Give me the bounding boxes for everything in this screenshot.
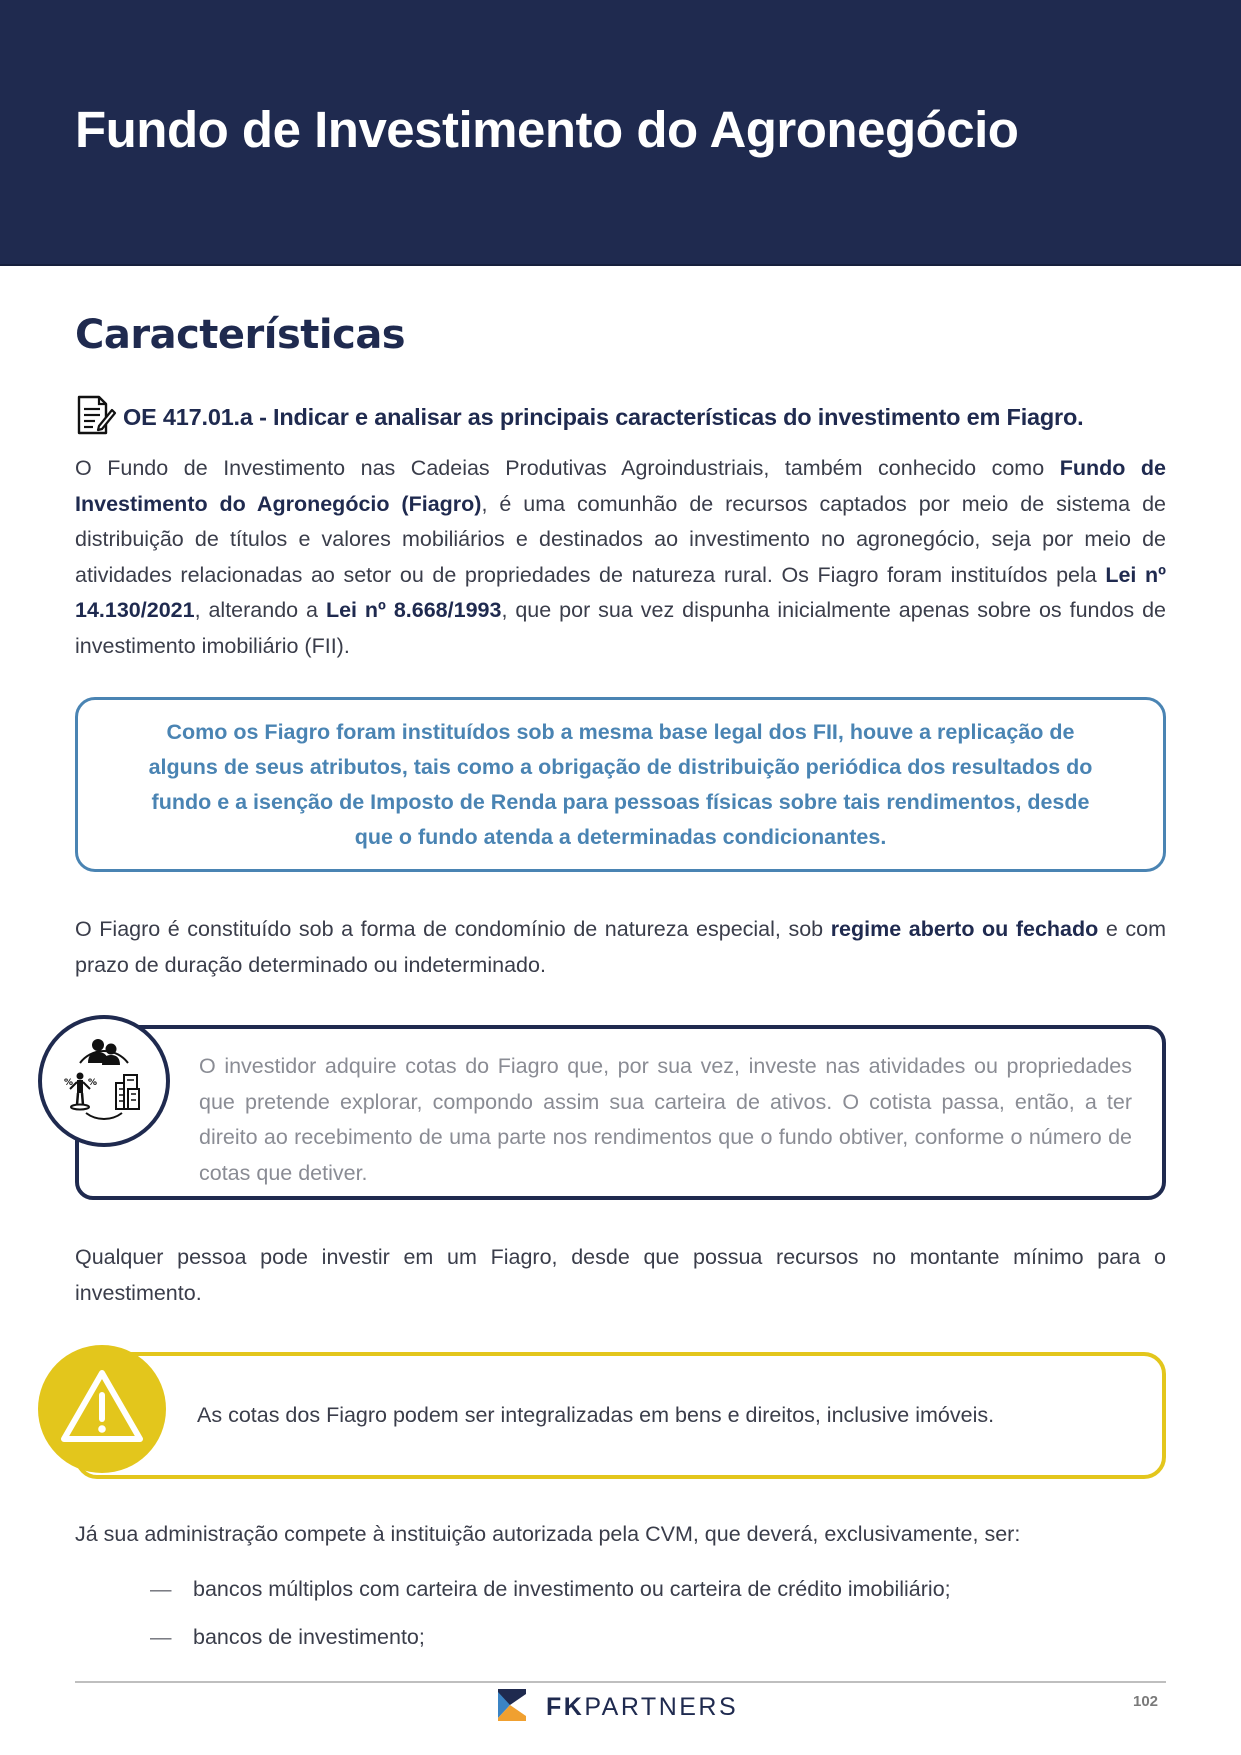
investors-buildings-cycle-icon — [58, 1033, 150, 1130]
fiagro-term: Fundo de Investimento do Agronegócio (Fiagro) — [75, 456, 1166, 516]
regime-term: regime aberto ou fechado — [830, 917, 1099, 941]
warning-icon — [58, 1367, 146, 1452]
learning-objective — [75, 394, 1084, 441]
warning-callout — [75, 1352, 1166, 1479]
warning-text: As cotas dos Fiagro podem ser integralizadas em bens e direitos, inclusive imóveis. — [197, 1403, 995, 1427]
dash-bullet: — — [150, 1625, 172, 1649]
investor-callout — [75, 1025, 1166, 1200]
list-item — [150, 1565, 951, 1613]
law-14130: Lei nº 14.130/2021 — [75, 562, 1167, 622]
administrator-list — [150, 1565, 951, 1661]
investor-text: O investidor adquire cotas do Fiagro que, por sua vez, investe nas atividades ou propriedades que pretende explorar, compondo assim sua carteira de ativos. O cotista passa, então, a ter direito ao recebimento de uma parte nos rendimentos que o fundo obtiver, conforme o número de cotas que detiver. — [199, 1054, 1132, 1185]
page-title: Fundo de Investimento do Agronegócio — [75, 101, 1019, 158]
warning-badge — [38, 1345, 166, 1473]
administration-paragraph: Já sua administração compete à instituição autorizada pela CVM, que deverá, exclusivamente, ser: — [75, 1522, 1021, 1546]
fk-partners-logo-icon — [498, 1689, 528, 1726]
document-edit-icon — [75, 394, 117, 441]
section-title: Características — [75, 312, 406, 358]
header-band — [0, 0, 1241, 266]
objective-text: OE 417.01.a - Indicar e analisar as principais características do investimento em Fiagro. — [123, 404, 1084, 430]
investor-icon-badge — [38, 1015, 170, 1147]
minimum-amount-paragraph: Qualquer pessoa pode investir em um Fiagro, desde que possua recursos no montante mínimo para o investimento. — [75, 1245, 1166, 1305]
list-item-label: bancos múltiplos com carteira de investimento ou carteira de crédito imobiliário; — [193, 1577, 951, 1601]
highlight-callout — [75, 697, 1166, 872]
list-item-label: bancos de investimento; — [193, 1625, 425, 1649]
page-number: 102 — [1133, 1693, 1159, 1710]
svg-text:%: % — [88, 1077, 98, 1088]
footer-divider — [75, 1681, 1166, 1683]
brand-name: FKPARTNERS — [546, 1693, 739, 1721]
footer-logo — [498, 1689, 738, 1726]
intro-paragraph: O Fundo de Investimento nas Cadeias Produtivas Agroindustriais, também conhecido como Fundo de Investimento do Agronegócio (Fiagro), é uma comunhão de recursos captados por meio de sistema de distribuição de títulos e valores mobiliários e destinados ao investimento no agronegócio, seja por meio de atividades relacionadas ao setor ou de propriedades de natureza rural. Os Fiagro foram instituídos pela Lei nº 14.130/2021, alterando a Lei nº 8.668/1993, que por sua vez dispunha inicialmente apenas sobre os fundos de investimento imobiliário (FII). — [75, 456, 1167, 658]
list-item — [150, 1613, 951, 1661]
regime-paragraph: O Fiagro é constituído sob a forma de condomínio de natureza especial, sob regime aberto ou fechado e com prazo de duração determinado ou indeterminado. — [75, 917, 1166, 977]
law-8668: Lei nº 8.668/1993 — [325, 598, 502, 622]
dash-bullet: — — [150, 1577, 172, 1601]
highlight-text: Como os Fiagro foram instituídos sob a mesma base legal dos FII, houve a replicação de alguns de seus atributos, tais como a obrigação de distribuição periódica dos resultados do fundo e a isenção de Imposto de Renda para pessoas físicas sobre tais rendimentos, desde que o fundo atenda a determinadas condicionantes. — [148, 719, 1093, 849]
svg-text:%: % — [64, 1077, 74, 1088]
